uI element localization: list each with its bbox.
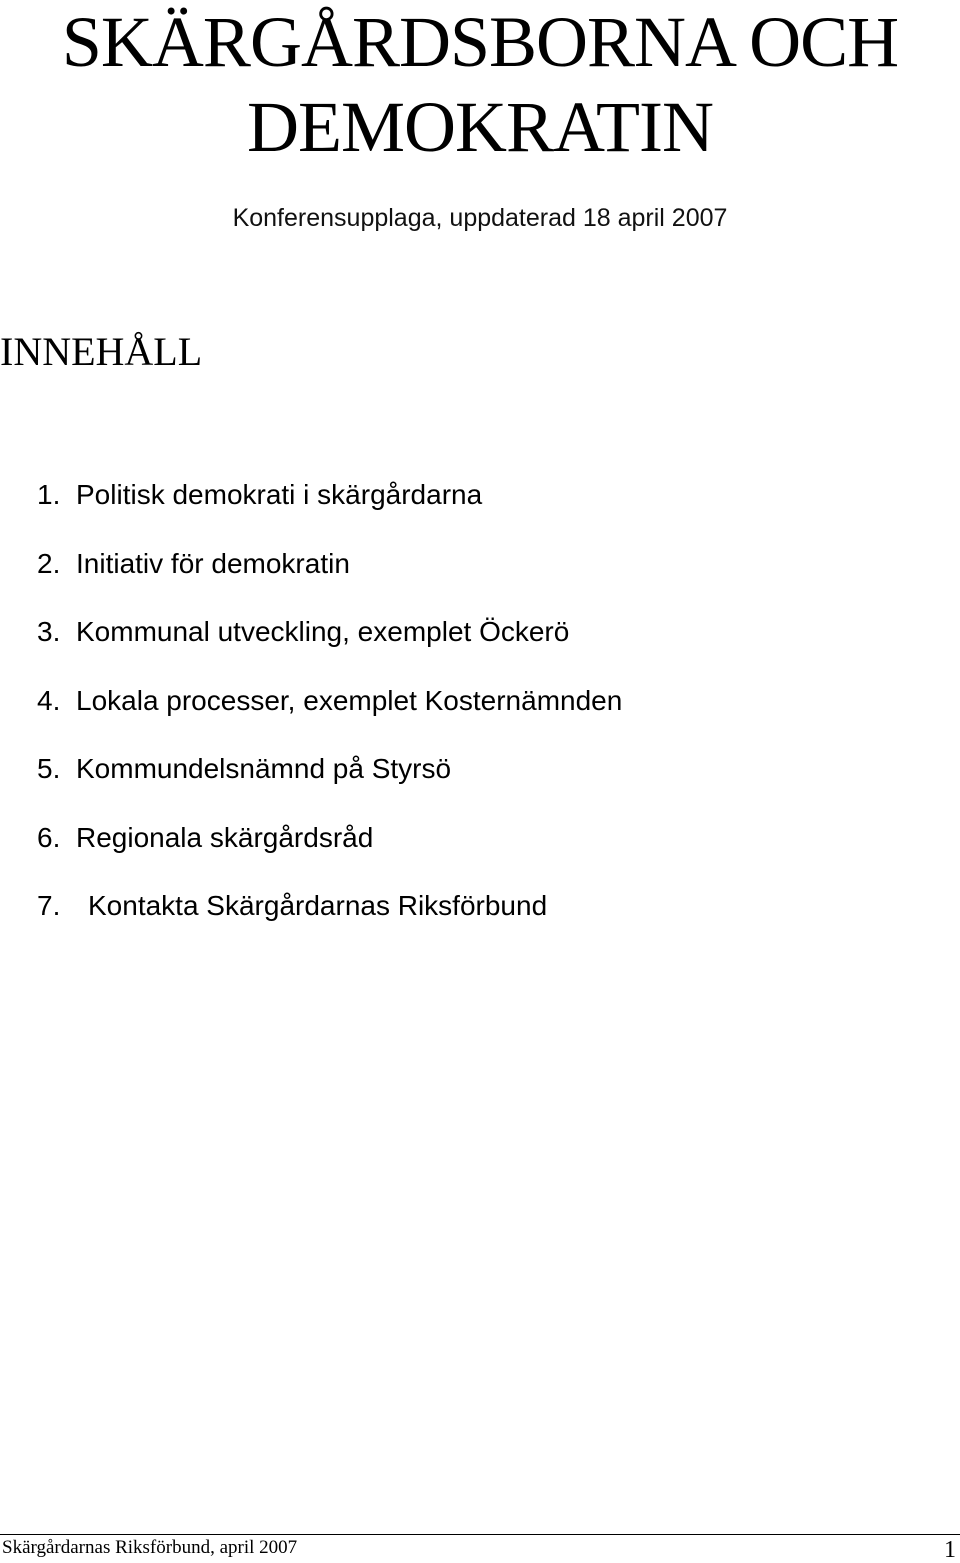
toc-item-number: 7. [37,890,61,921]
toc-item [37,752,622,786]
toc-item [37,478,622,512]
toc-item [37,615,622,649]
toc-item [37,821,622,855]
page-number: 1 [944,1537,956,1563]
toc-item-text: Initiativ för demokratin [76,547,350,579]
toc-item-text: Lokala processer, exemplet Kosternämnden [76,684,623,716]
toc-item-text: Kommundelsnämnd på Styrsö [76,753,452,784]
toc-item-number: 6. [37,821,61,853]
contents-heading: INNEHÅLL [0,329,203,374]
toc-item-text: Politisk demokrati i skärgårdarna [76,479,483,510]
footer-text: Skärgårdarnas Riksförbund, april 2007 [2,1537,298,1558]
document-subtitle: Konferensupplaga, uppdaterad 18 april 2007 [232,204,728,232]
table-of-contents [37,478,622,958]
toc-item-number: 4. [37,684,61,716]
document-title-line-1: SKÄRGÅRDSBORNA OCH [61,2,899,82]
toc-item-text: Kommunal utveckling, exemplet Öckerö [76,616,570,647]
toc-item [37,547,622,581]
toc-item [37,889,622,923]
toc-item-number: 2. [37,547,61,579]
toc-item-text: Regionala skärgårdsråd [76,821,374,853]
toc-item-text: Kontakta Skärgårdarnas Riksförbund [88,890,548,921]
toc-item-number: 5. [37,753,61,784]
toc-item-number: 1. [37,479,61,510]
toc-item-number: 3. [37,616,61,647]
toc-item [37,684,622,718]
footer-divider [0,1534,960,1535]
document-title-line-2: DEMOKRATIN [247,87,713,167]
